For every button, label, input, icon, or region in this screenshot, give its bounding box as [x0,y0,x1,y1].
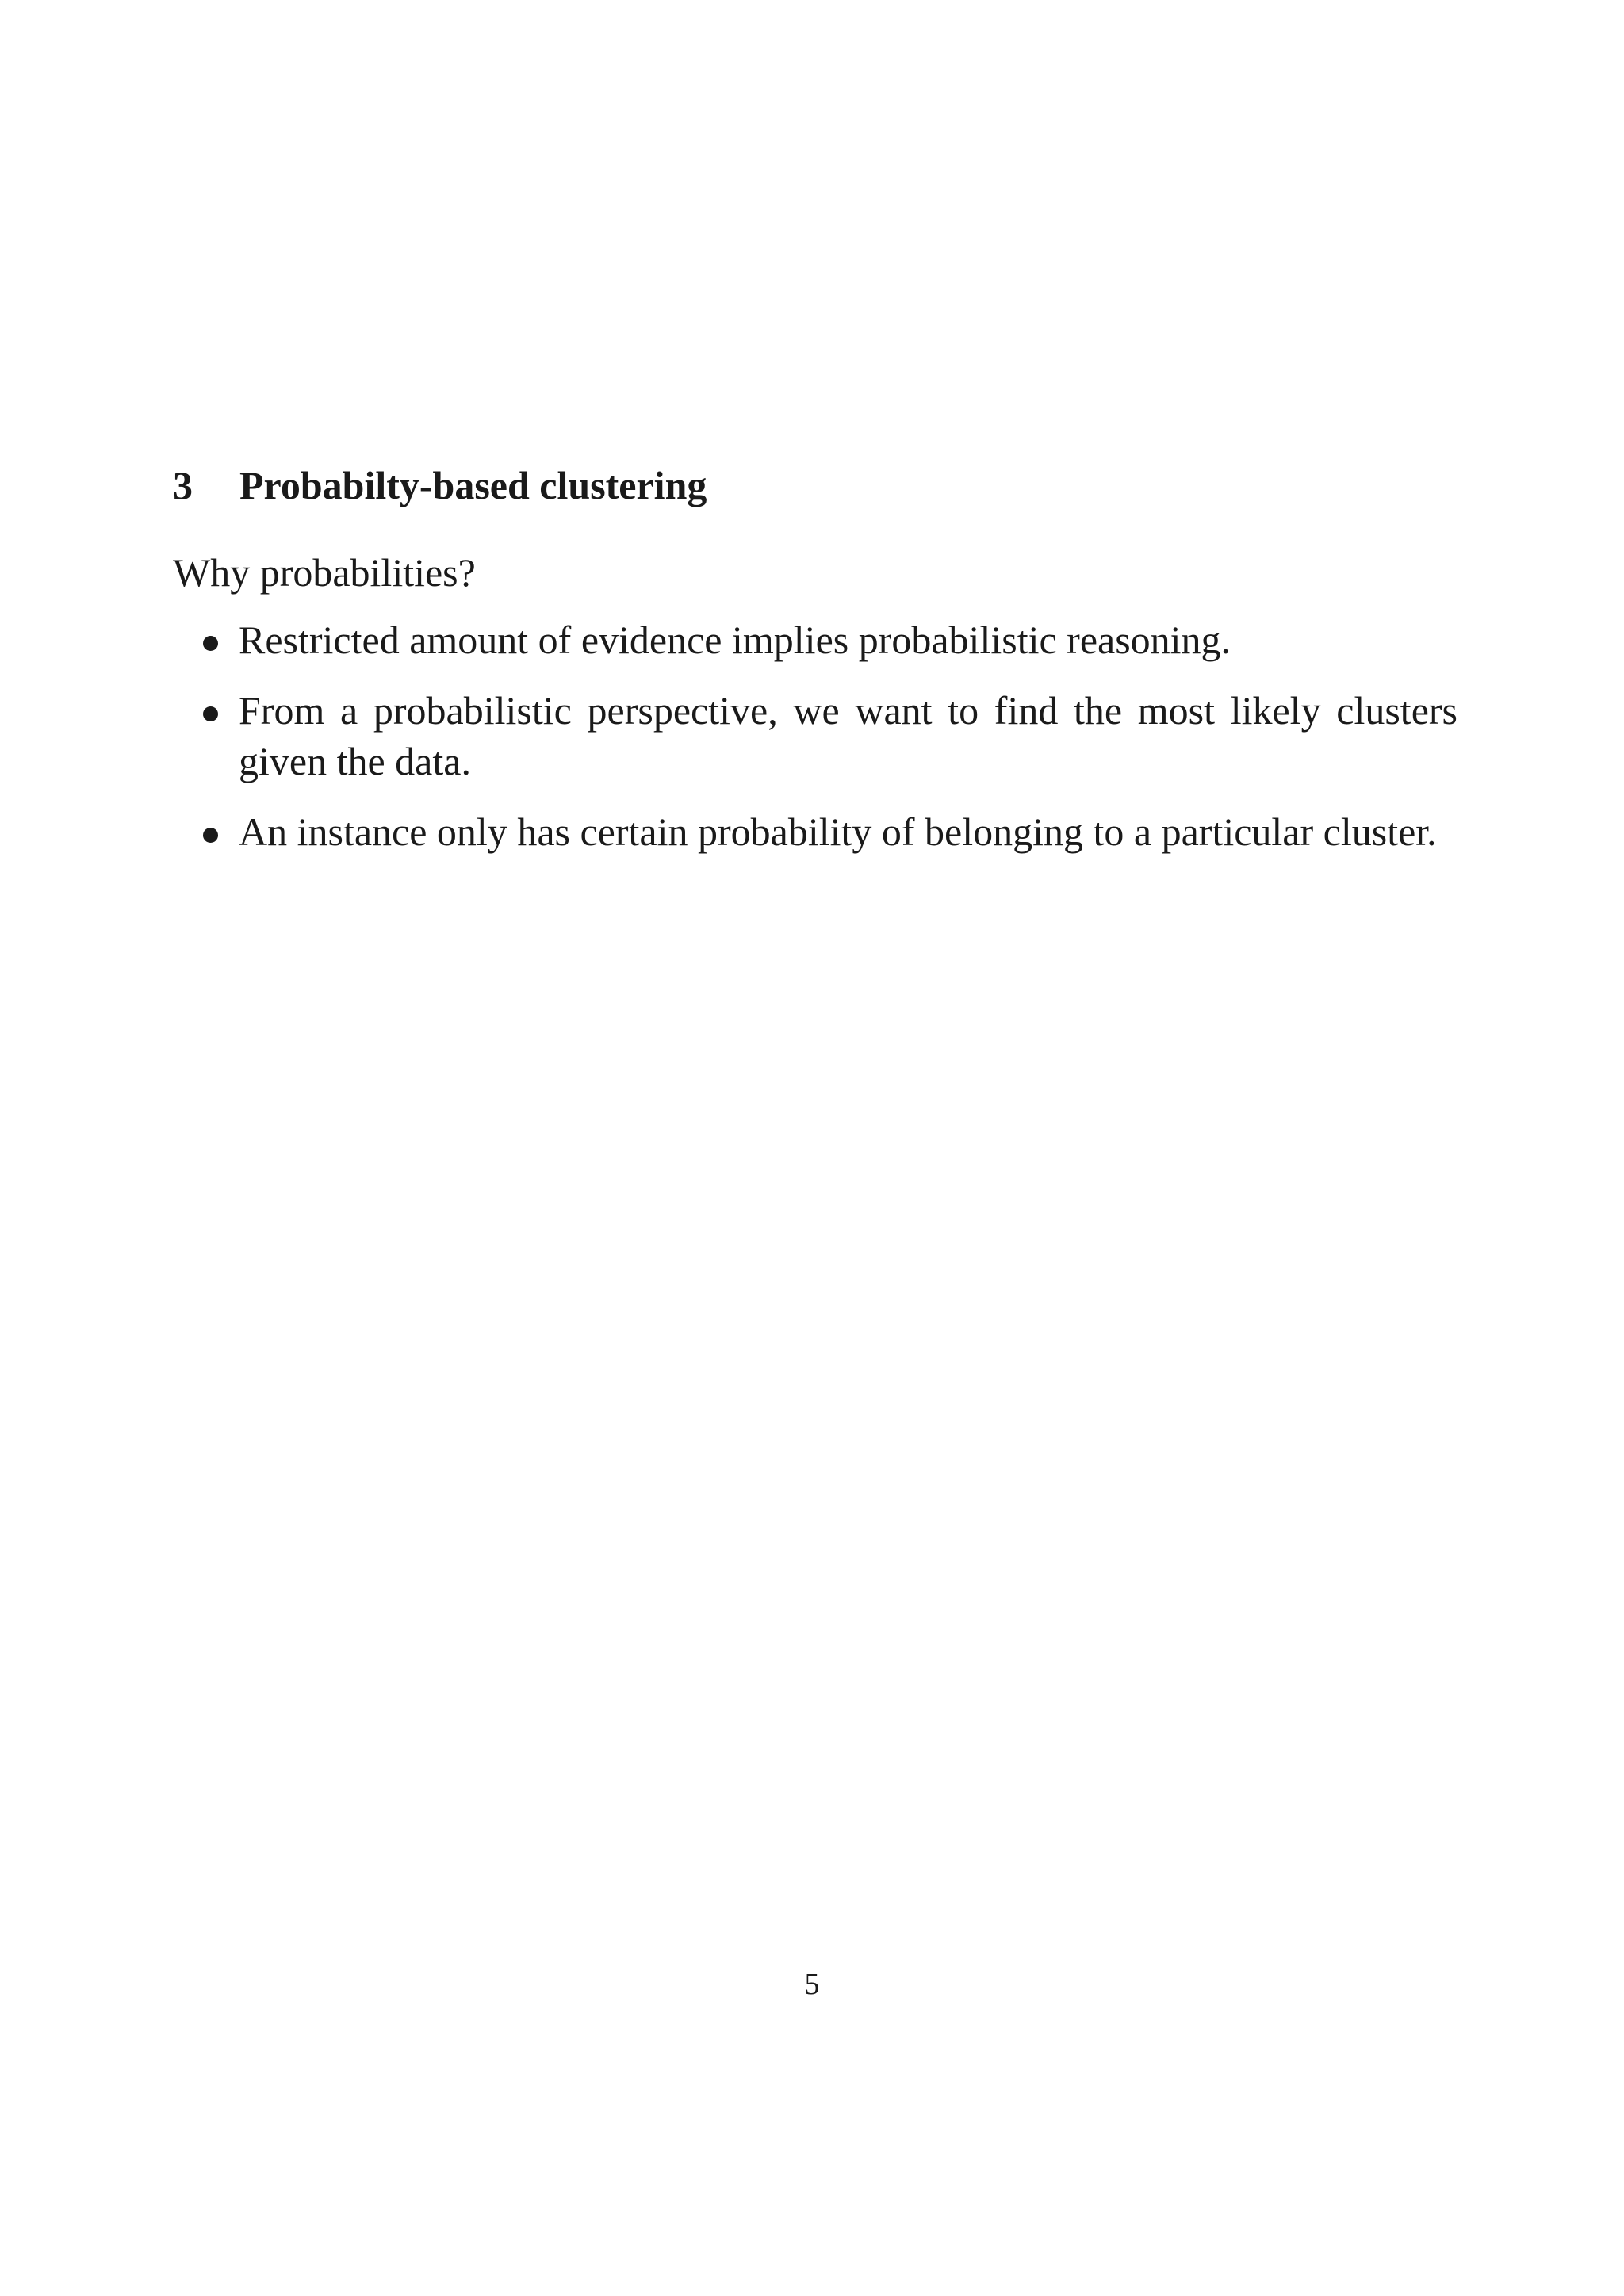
section-number: 3 [173,463,193,507]
section-heading [173,453,707,517]
lead-question: Why probabilities? [173,550,476,595]
bullet-icon [203,828,218,843]
bullet-icon [203,636,218,651]
bullet-item [203,685,1457,786]
bullet-text: From a probabilistic perspective, we want to find the most likely clusters given the data. [239,688,1457,783]
page-number: 5 [804,1968,820,2001]
bullet-item [203,614,1457,665]
bullet-text: Restricted amount of evidence implies probabilistic reasoning. [239,618,1231,662]
section-title: Probabilty-based clustering [239,463,707,507]
bullet-icon [203,706,218,721]
bullet-item [203,806,1457,857]
bullet-text: An instance only has certain probability of belonging to a particular cluster. [239,809,1437,854]
